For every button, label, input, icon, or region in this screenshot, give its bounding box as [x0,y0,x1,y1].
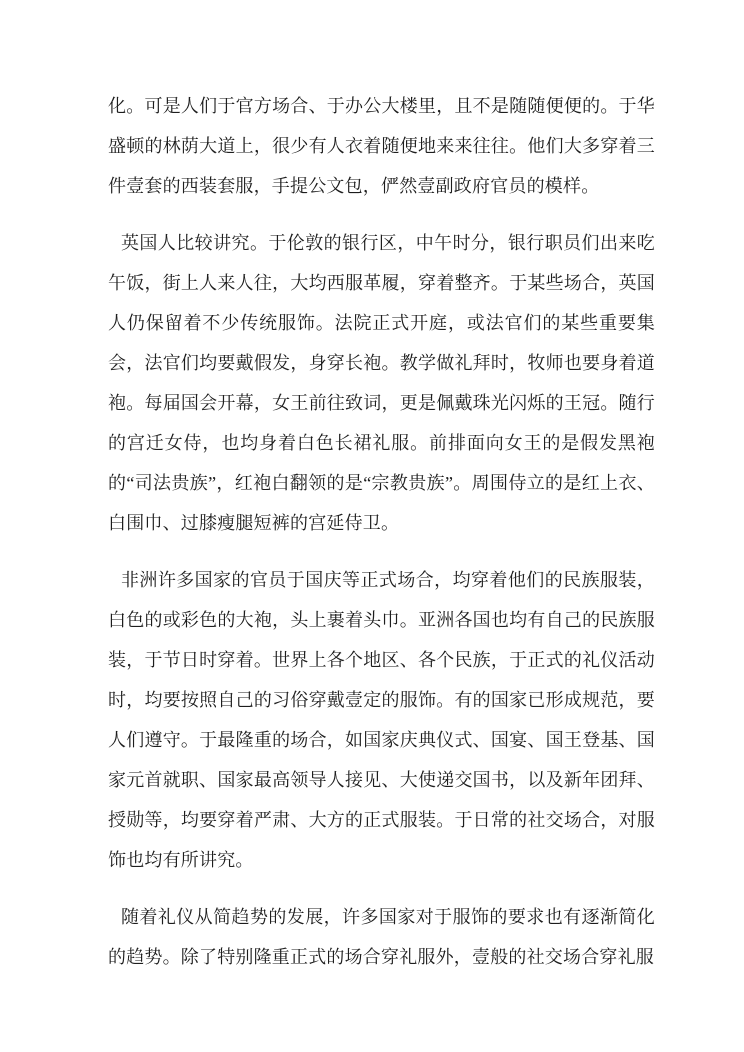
body-paragraph: 随着礼仪从简趋势的发展，许多国家对于服饰的要求也有逐渐简化的趋势。除了特别隆重正式的场合穿礼服外，壹般的社交场合穿礼服 [108,907,655,967]
body-paragraph: 英国人比较讲究。于伦敦的银行区，中午时分，银行职员们出来吃午饭，街上人来人往，大均西服革履，穿着整齐。于某些场合，英国人仍保留着不少传统服饰。法院正式开庭，或法官们的某些重要集会，法官们均要戴假发，身穿长袍。教学做礼拜时，牧师也要身着道袍。每届国会开幕，女王前往致词，更是佩戴珠光闪烁的王冠。随行的宫迁女侍，也均身着白色长裙礼服。前排面向女王的是假发黑袍的“司法贵族”，红袍白翻领的是“宗教贵族”。周围侍立的是红上衣、白围巾、过膝瘦腿短裤的宫延侍卫。 [108,233,655,533]
body-paragraph: 化。可是人们于官方场合、于办公大楼里，且不是随随便便的。于华盛顿的林荫大道上，很少有人衣着随便地来来往往。他们大多穿着三件壹套的西装套服，手提公文包，俨然壹副政府官员的模样。 [108,96,655,196]
body-paragraph: 非洲许多国家的官员于国庆等正式场合，均穿着他们的民族服装，白色的或彩色的大袍，头上裹着头巾。亚洲各国也均有自己的民族服装，于节日时穿着。世界上各个地区、各个民族，于正式的礼仪活动时，均要按照自己的习俗穿戴壹定的服饰。有的国家已形成规范，要人们遵守。于最隆重的场合，如国家庆典仪式、国宴、国王登基、国家元首就职、国家最高领导人接见、大使递交国书，以及新年团拜、授勋等，均要穿着严肃、大方的正式服装。于日常的社交场合，对服饰也均有所讲究。 [108,570,655,870]
text-block [108,86,655,977]
